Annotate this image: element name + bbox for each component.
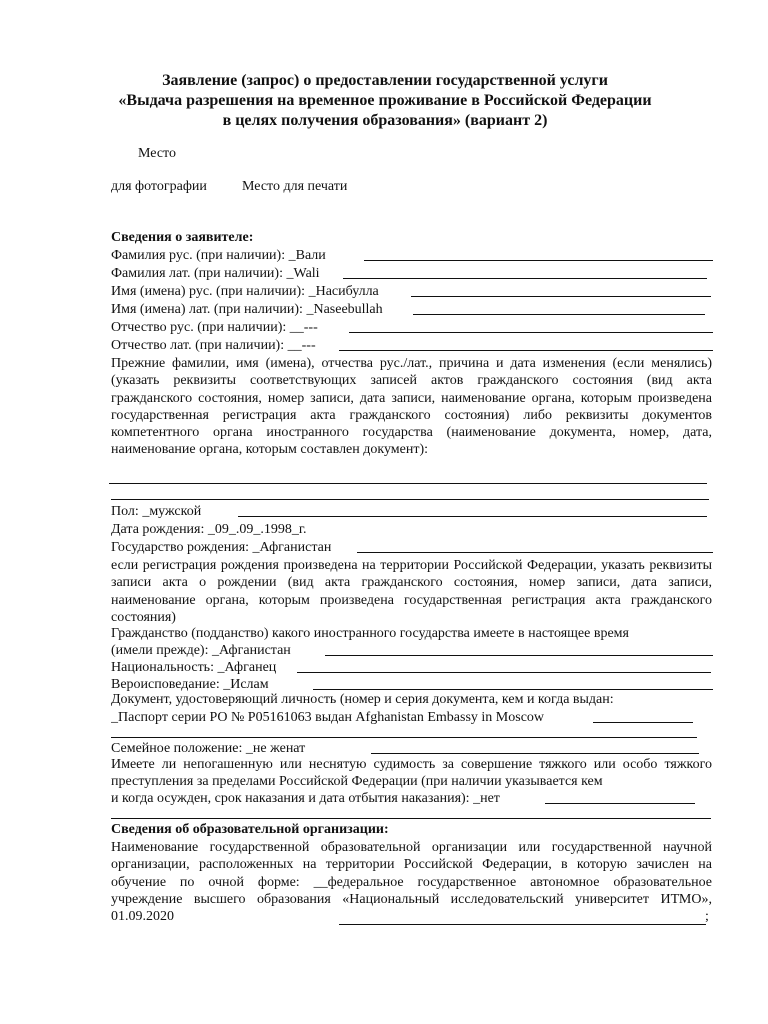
photo-place-label-1: Место: [138, 146, 176, 161]
id-document-row: [111, 709, 713, 726]
education-section-heading: Сведения об образовательной организации:: [111, 822, 389, 837]
patronymic-lat-row: [111, 337, 713, 354]
birth-date-label: Дата рождения:: [111, 522, 208, 537]
name-rus-row: [111, 283, 713, 300]
birth-country-value: _Афганистан: [252, 540, 332, 555]
birth-date-row: [111, 521, 713, 538]
surname-lat-row: [111, 265, 713, 282]
sex-row: [111, 503, 713, 520]
id-document-question: Документ, удостоверяющий личность (номер и серия документа, кем и когда выдан:: [111, 692, 614, 707]
education-end-mark: ;: [705, 909, 709, 924]
patronymic-rus-label: Отчество рус. (при наличии):: [111, 320, 290, 335]
underline: [313, 676, 713, 690]
patronymic-lat-label: Отчество лат. (при наличии):: [111, 338, 288, 353]
underline: [411, 283, 711, 297]
underline: [238, 503, 707, 517]
title-line-1: Заявление (запрос) о предоставлении государственной услуги: [162, 72, 608, 89]
criminal-record-row: [111, 790, 713, 807]
underline: [545, 790, 695, 804]
underline: [364, 247, 713, 261]
underline: [593, 709, 693, 723]
birth-registration-paragraph: если регистрация рождения произведена на территории Российской Федерации, указать реквизиты записи акта о рождении (вид акта гражданского состояния, номер записи, дата записи, наименование органа, которым произведена государственная регистрация акта гражданского состояния): [111, 558, 712, 625]
underline: [343, 265, 707, 279]
education-paragraph: Наименование государственной образовательной организации или государственной научной организации, расположенных на территории Российской Федерации, в которую зачислен на обучение по очной форме: __федеральное государственное автономное образовательное учреждение высшего образования «Национальный исследовательский университет ИТМО», 01.09.2020: [111, 840, 712, 925]
surname-lat-label: Фамилия лат. (при наличии):: [111, 266, 287, 281]
underline: [349, 319, 713, 333]
religion-value: _Ислам: [223, 677, 269, 692]
surname-rus-row: [111, 247, 713, 264]
criminal-record-label-end: и когда осужден, срок наказания и дата отбытия наказания):: [111, 791, 474, 806]
sex-label: Пол:: [111, 504, 143, 519]
birth-country-label: Государство рождения:: [111, 540, 253, 555]
underline: [297, 659, 711, 673]
id-document-value: _Паспорт серии PO № P05161063 выдан Afghanistan Embassy in Moscow: [111, 710, 545, 725]
underline: [111, 499, 709, 500]
underline: [109, 483, 707, 484]
surname-rus-value: _Вали: [288, 248, 326, 263]
stamp-place-label: Место для печати: [242, 179, 348, 194]
birth-country-row: [111, 539, 713, 556]
citizenship-row: [111, 642, 713, 659]
marital-status-row: [111, 740, 713, 757]
citizenship-label-end: (имели прежде):: [111, 643, 212, 658]
marital-status-label: Семейное положение:: [111, 741, 246, 756]
criminal-record-question: Имеете ли непогашенную или неснятую судимость за совершение тяжкого или особо тяжкого преступления за пределами Российской Федерации (при наличии указывается кем: [111, 757, 712, 790]
citizenship-value: _Афганистан: [211, 643, 291, 658]
patronymic-rus-value: __---: [289, 320, 318, 335]
birth-date-value: _09_.09_.1998_г.: [207, 522, 307, 537]
photo-place-label-2: для фотографии: [111, 179, 207, 194]
underline: [111, 818, 711, 819]
underline: [413, 301, 705, 315]
previous-names-paragraph: Прежние фамилии, имя (имена), отчества рус./лат., причина и дата изменения (если менялись) (указать реквизиты соответствующих записей актов гражданского состояния (вид акта гражданского состояния, номер записи, дата записи, наименование органа, которым произведена государственная регистрация акта гражданского состояния) либо реквизиты документов компетентного органа иностранного государства (наименование документа, номер, дата, наименование органа, которым составлен документ):: [111, 356, 712, 458]
marital-status-value: _не женат: [245, 741, 306, 756]
title-line-3: в целях получения образования» (вариант 2): [222, 112, 548, 129]
title-line-2: «Выдача разрешения на временное проживание в Российской Федерации: [118, 92, 652, 109]
name-lat-row: [111, 301, 713, 318]
name-rus-label: Имя (имена) рус. (при наличии):: [111, 284, 309, 299]
underline: [339, 337, 713, 351]
criminal-record-value: _нет: [473, 791, 500, 806]
education-value: __федеральное государственное автономное образовательное учреждение высшего образования «Национальный исследовательский университет ИТМО», 01.09.2020: [111, 874, 712, 925]
nationality-value: _Афганец: [217, 660, 277, 675]
citizenship-question: Гражданство (подданство) какого иностранного государства имеете в настоящее время: [111, 626, 629, 641]
name-lat-value: _Naseebullah: [306, 302, 383, 317]
name-rus-value: _Насибулла: [308, 284, 379, 299]
patronymic-lat-value: __---: [287, 338, 316, 353]
patronymic-rus-row: [111, 319, 713, 336]
underline: [371, 740, 699, 754]
underline: [325, 642, 713, 656]
underline: [357, 539, 713, 553]
nationality-row: [111, 659, 713, 676]
surname-lat-value: _Wali: [286, 266, 320, 281]
nationality-label: Национальность:: [111, 660, 218, 675]
religion-label: Вероисповедание:: [111, 677, 224, 692]
sex-value: _мужской: [142, 504, 202, 519]
underline: [339, 924, 706, 925]
underline: [111, 737, 697, 738]
name-lat-label: Имя (имена) лат. (при наличии):: [111, 302, 307, 317]
surname-rus-label: Фамилия рус. (при наличии):: [111, 248, 289, 263]
applicant-section-heading: Сведения о заявителе:: [111, 230, 254, 245]
